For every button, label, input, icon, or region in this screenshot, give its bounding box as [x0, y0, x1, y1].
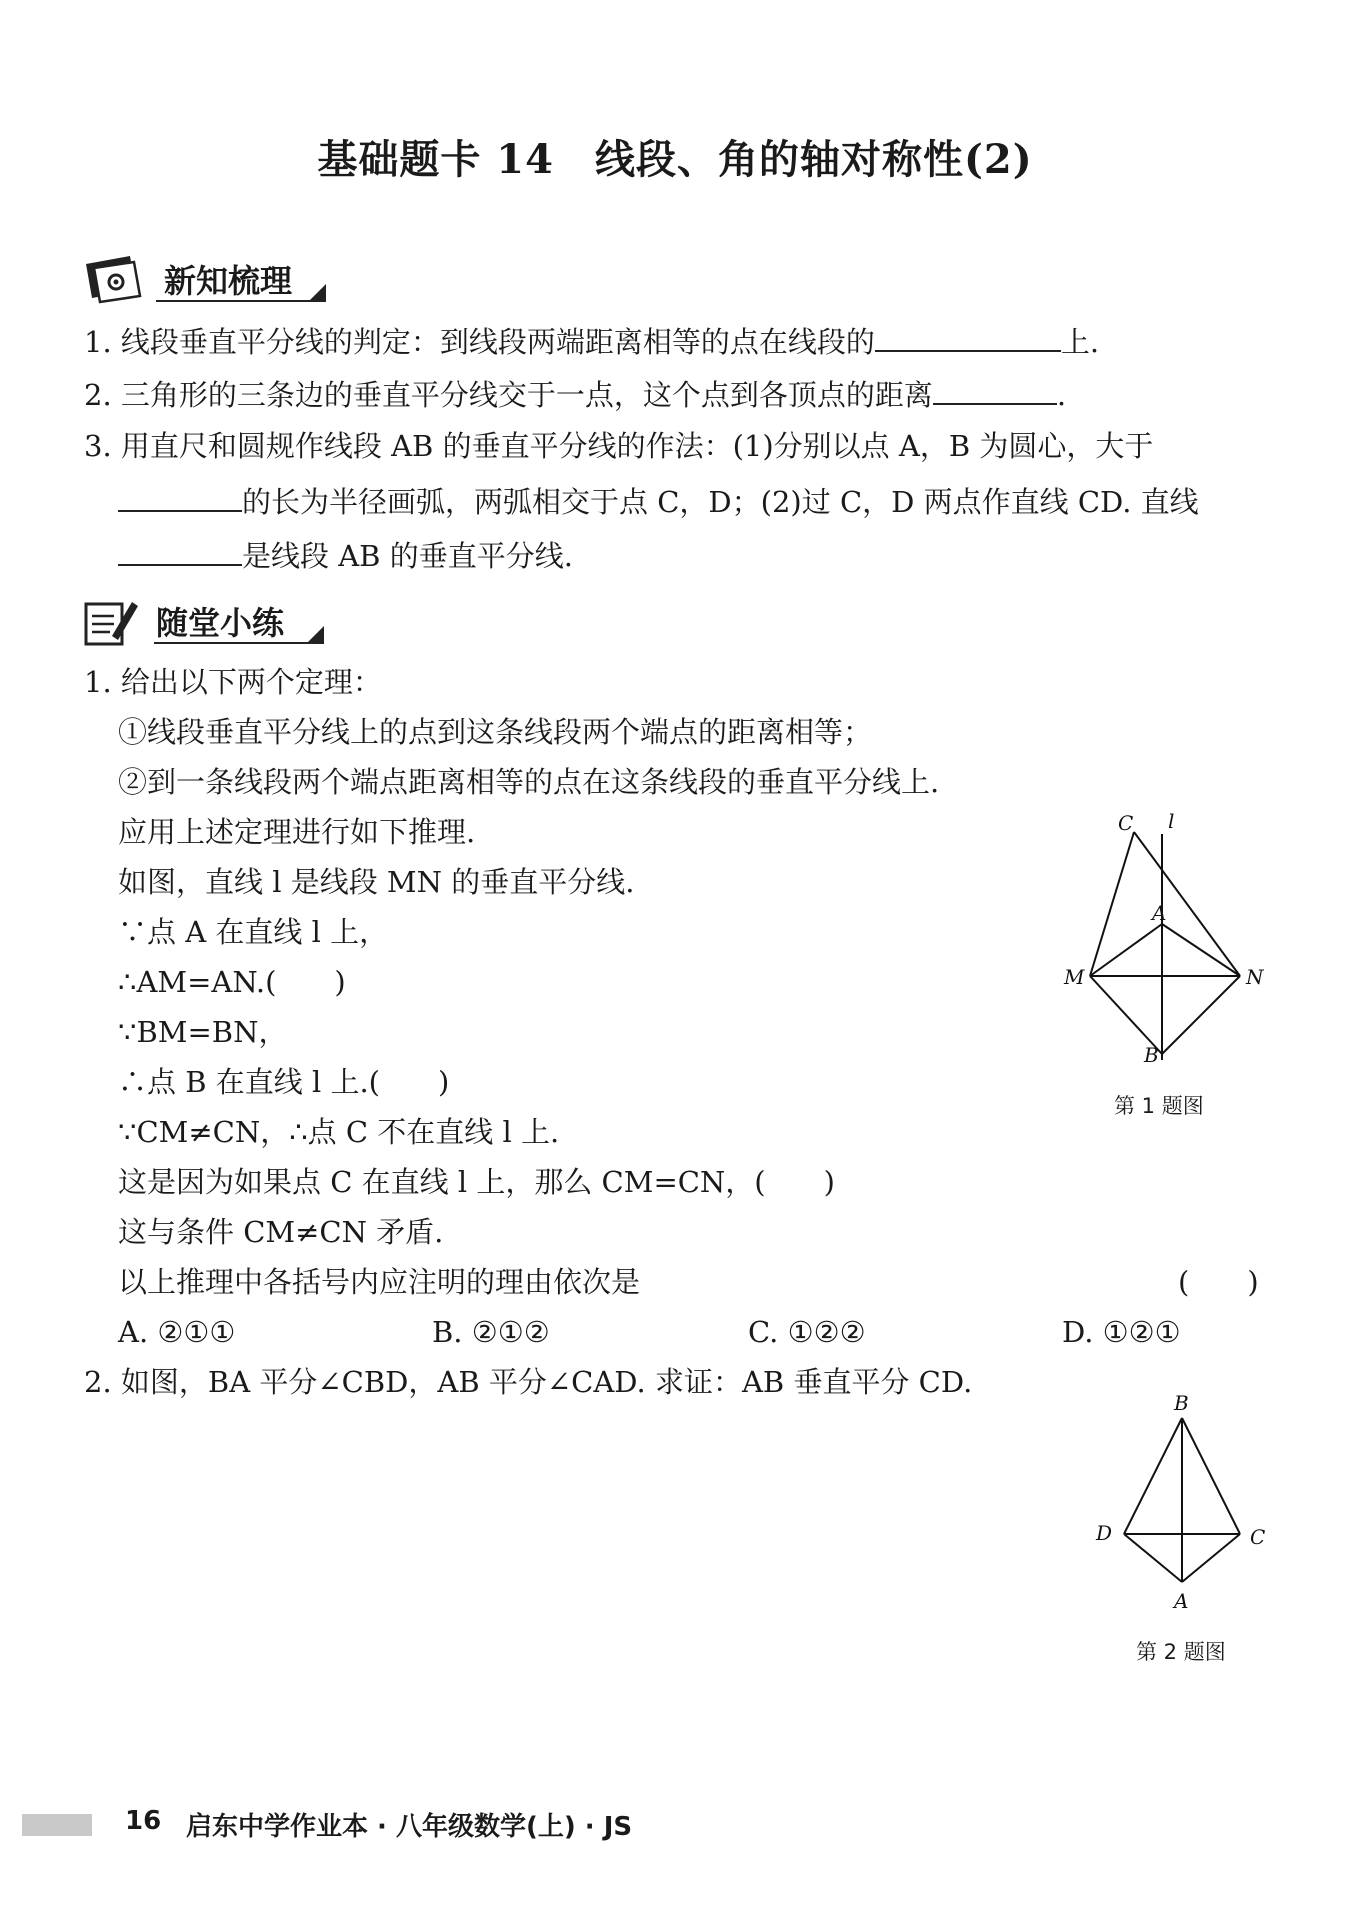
option-b: B. ②①② — [432, 1315, 550, 1349]
knowledge-item-3-line-2 — [118, 482, 1199, 520]
label-a: A — [1174, 1589, 1189, 1613]
q1-line: ∴AM=AN.( ) — [118, 965, 346, 999]
figure-1-caption: 第 1 题图 — [1114, 1094, 1204, 1118]
page-footer — [0, 1806, 1350, 1850]
fill-blank — [933, 375, 1057, 405]
triangle-marker-icon — [308, 626, 324, 642]
page-title: 基础题卡 14 线段、角的轴对称性(2) — [317, 136, 1033, 183]
segment-ca — [1182, 1534, 1240, 1582]
knowledge-item-2 — [84, 375, 1066, 413]
fill-blank — [118, 482, 242, 512]
option-c: C. ①②② — [748, 1315, 866, 1349]
triangle-marker-icon — [310, 284, 326, 300]
segment-bd — [1124, 1418, 1182, 1534]
segment-an — [1162, 924, 1240, 976]
segment-am — [1090, 924, 1162, 976]
item-text: 2. 三角形的三条边的垂直平分线交于一点，这个点到各顶点的距离 — [84, 378, 933, 412]
q2-text: 2. 如图，BA 平分∠CBD，AB 平分∠CAD. 求证：AB 垂直平分 CD. — [84, 1365, 973, 1399]
footer-bar — [22, 1814, 92, 1836]
option-a: A. ②①① — [118, 1315, 236, 1349]
item-text: 1. 线段垂直平分线的判定：到线段两端距离相等的点在线段的 — [84, 325, 875, 359]
q1-line: ∵CM≠CN，∴点 C 不在直线 l 上. — [118, 1115, 560, 1149]
label-b: B — [1144, 1043, 1159, 1067]
notebook-pen-icon — [82, 596, 142, 652]
q1-line: 这与条件 CM≠CN 矛盾. — [118, 1215, 444, 1249]
footer-text: 启东中学作业本 · 八年级数学(上) · JS — [186, 1812, 633, 1842]
segment-cm — [1090, 832, 1134, 976]
q1-line: ②到一条线段两个端点距离相等的点在这条线段的垂直平分线上. — [118, 765, 940, 799]
item-text: 的长为半径画弧，两弧相交于点 C，D；(2)过 C，D 两点作直线 CD. 直线 — [242, 485, 1199, 519]
q1-line: ∵点 A 在直线 l 上， — [118, 915, 389, 949]
page-number: 16 — [125, 1806, 162, 1836]
section-heading-practice — [82, 592, 352, 652]
heading-underline — [156, 300, 326, 302]
segment-cn — [1134, 832, 1240, 976]
q1-line: 以上推理中各括号内应注明的理由依次是 — [118, 1265, 641, 1299]
label-m: M — [1064, 965, 1085, 989]
q1-line: 如图，直线 l 是线段 MN 的垂直平分线. — [118, 865, 635, 899]
q1-line: 1. 给出以下两个定理： — [84, 665, 382, 699]
figure-1 — [1060, 810, 1280, 1070]
fill-blank — [875, 322, 1061, 352]
item-text: . — [1056, 378, 1067, 412]
label-n: N — [1246, 965, 1264, 989]
figure-2 — [1090, 1386, 1280, 1616]
q1-line: ∴点 B 在直线 l 上.( ) — [118, 1065, 450, 1099]
q1-line: ①线段垂直平分线上的点到这条线段两个端点的距离相等； — [118, 715, 873, 749]
item-text: 上. — [1060, 325, 1100, 359]
q1-line: 这是因为如果点 C 在直线 l 上，那么 CM=CN，( ) — [118, 1165, 835, 1199]
q1-line: ∵BM=BN， — [118, 1015, 288, 1049]
section-heading-label: 新知梳理 — [164, 262, 293, 300]
option-d: D. ①②① — [1062, 1315, 1181, 1349]
item-text: 是线段 AB 的垂直平分线. — [242, 539, 573, 573]
cards-icon — [82, 254, 146, 310]
section-heading-label: 随堂小练 — [156, 604, 285, 642]
segment-bc — [1182, 1418, 1240, 1534]
knowledge-item-3-line-3 — [118, 536, 573, 574]
label-a: A — [1152, 901, 1167, 925]
figure-2-caption: 第 2 题图 — [1136, 1640, 1226, 1664]
label-c: C — [1118, 811, 1134, 835]
fill-blank — [118, 536, 242, 566]
section-heading-new-knowledge — [82, 250, 352, 310]
label-d: D — [1096, 1521, 1113, 1545]
segment-da — [1124, 1534, 1182, 1582]
segment-bn — [1162, 976, 1240, 1054]
q1-line: 应用上述定理进行如下推理. — [118, 815, 476, 849]
heading-underline — [154, 642, 324, 644]
knowledge-item-3-line-1: 3. 用直尺和圆规作线段 AB 的垂直平分线的作法：(1)分别以点 A，B 为圆心，大于 — [84, 429, 1154, 463]
label-b: B — [1174, 1391, 1189, 1415]
knowledge-item-1 — [84, 322, 1099, 360]
label-c: C — [1250, 1525, 1266, 1549]
label-l: l — [1168, 810, 1175, 833]
answer-paren: ( ) — [1178, 1265, 1259, 1299]
